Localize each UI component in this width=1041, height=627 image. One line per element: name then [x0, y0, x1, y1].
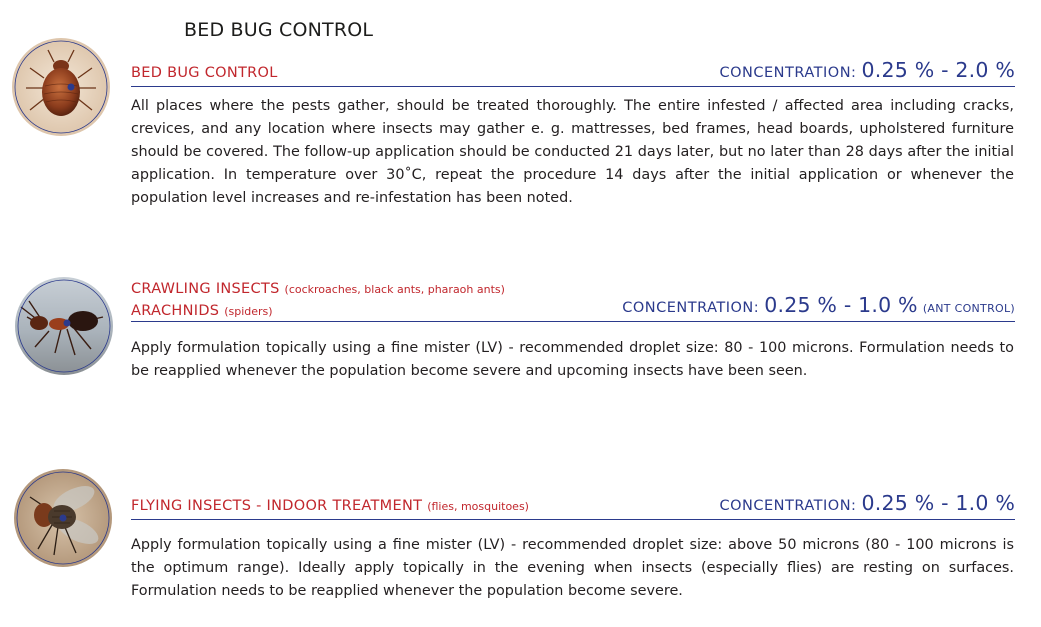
title-arachnids-note: (spiders): [224, 305, 273, 318]
section-divider: [131, 321, 1015, 322]
bed-bug-icon: [12, 38, 110, 136]
title-flying-note: (flies, mosquitoes): [427, 500, 529, 513]
concentration-label: CONCENTRATION:: [719, 65, 857, 81]
section-divider: [131, 519, 1015, 520]
concentration: [622, 293, 1015, 317]
concentration-note: (ANT CONTROL): [922, 302, 1015, 315]
fly-icon: [14, 469, 112, 567]
concentration-value: 0.25 % - 2.0 %: [861, 58, 1015, 82]
section-title: BED BUG CONTROL: [131, 65, 278, 81]
fly-photo: [14, 469, 112, 567]
concentration-label: CONCENTRATION:: [622, 300, 760, 316]
concentration: [720, 491, 1016, 515]
section-body: Apply formulation topically using a fine mister (LV) - recommended droplet size: 80 - 100 microns. Formulation needs to be reapplied whenever the population become severe and upcoming insects have been seen.: [131, 340, 1014, 379]
concentration: [720, 58, 1016, 82]
section-divider: [131, 86, 1015, 87]
section-header: [131, 56, 1015, 87]
section-title: [131, 281, 505, 319]
title-arachnids-line: [131, 303, 505, 319]
bed-bug-photo: [12, 38, 110, 136]
ant-photo: [15, 277, 113, 375]
section-body: All places where the pests gather, should be treated thoroughly. The entire infested / affected area including cracks, crevices, and any location where insects may gather e. g. mattresses, bed frames, head boards, upholstered furniture should be covered. The follow-up application should be conducted 21 days later, but no later than 28 days after the initial application. In temperature over 30˚C, repeat the procedure 14 days after the initial application or whenever the population level increases and re-infestation has been noted.: [131, 98, 1014, 206]
section-header: [131, 281, 1015, 322]
concentration-value: 0.25 % - 1.0 %: [764, 293, 918, 317]
section-title: [131, 498, 529, 514]
page-title: BED BUG CONTROL: [184, 19, 374, 41]
concentration-value: 0.25 % - 1.0 %: [861, 491, 1015, 515]
ant-icon: [15, 277, 113, 375]
title-crawling-note: (cockroaches, black ants, pharaoh ants): [284, 283, 505, 296]
section-body: Apply formulation topically using a fine mister (LV) - recommended droplet size: above 50 microns (80 - 100 microns is the optimum range). Ideally apply topically in the evening when insects (especially flies) are resting on surfaces. Formulation needs to be reapplied whenever the population become severe.: [131, 537, 1014, 599]
concentration-label: CONCENTRATION:: [719, 498, 857, 514]
title-flying: FLYING INSECTS - INDOOR TREATMENT: [131, 498, 423, 514]
title-crawling: CRAWLING INSECTS: [131, 281, 280, 297]
title-arachnids: ARACHNIDS: [131, 303, 220, 319]
section-header: [131, 489, 1015, 520]
